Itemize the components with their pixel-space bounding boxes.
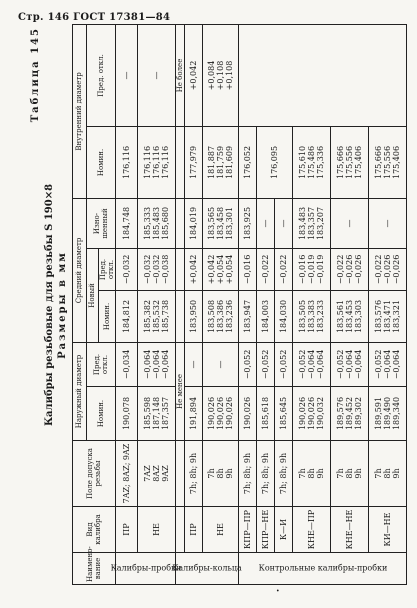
cell-outer-nom: 191,894 bbox=[185, 387, 203, 441]
ne-bolee-label: Не более bbox=[176, 24, 185, 126]
col-inner-diameter: Внутренний диаметр bbox=[73, 24, 87, 198]
cell-vid: КПР—НЕ bbox=[257, 507, 275, 553]
cell-pole: 7h; 8h; 9h bbox=[239, 441, 257, 507]
cell-middle-dev: +0,042 +0,054 +0,054 bbox=[203, 248, 239, 290]
cell-outer-nom: 190,026 190,026 190,032 bbox=[293, 387, 331, 441]
cell-middle-worn: 183,565 183,458 183,301 bbox=[203, 198, 239, 248]
cell-middle-worn: 184,748 bbox=[116, 198, 138, 248]
table-frame bbox=[30, 25, 402, 585]
cell-inner-nom: 176,116 176,116 176,116 bbox=[138, 126, 176, 198]
cell-outer-dev: −0,034 bbox=[116, 342, 138, 386]
cell-middle-nom: 183,505 183,383 183,233 bbox=[293, 290, 331, 342]
cell-pole: 7h; 8h; 9h bbox=[185, 441, 203, 507]
col-pole: Поле допуска резьбы bbox=[73, 441, 116, 507]
cell-middle-dev: −0,016 −0,019 −0,019 bbox=[293, 248, 331, 290]
gauge-table bbox=[72, 24, 407, 585]
cell-inner-nom: 175,610 175,486 175,336 bbox=[293, 126, 331, 198]
cell-inner-nom: 181,887 181,759 181,609 bbox=[203, 126, 239, 198]
cell-outer-nom: 189,576 189,452 189,302 bbox=[331, 387, 369, 441]
cell-outer-nom: 190,026 bbox=[239, 387, 257, 441]
cell-outer-nom: 189,591 189,490 189,340 bbox=[369, 387, 407, 441]
cell-middle-worn: — bbox=[369, 198, 407, 248]
cell-outer-dev: −0,052 bbox=[257, 342, 275, 386]
cell-middle-nom: 183,561 183,453 183,303 bbox=[331, 290, 369, 342]
cell-outer-nom: 185,598 187,148 187,357 bbox=[138, 387, 176, 441]
cell-inner-dev: +0,042 bbox=[185, 24, 203, 126]
cell-outer-dev: — bbox=[185, 342, 203, 386]
col-vid: Вид калибра bbox=[73, 507, 116, 553]
col-middle-dev: Пред. откл. bbox=[99, 248, 116, 290]
cell-vid: НЕ bbox=[203, 507, 239, 553]
cell-outer-nom: 190,078 bbox=[116, 387, 138, 441]
col-inner-dev: Пред. откл. bbox=[87, 24, 116, 126]
cell-outer-dev: −0,052 bbox=[239, 342, 257, 386]
cell-inner-nom: 177,979 bbox=[185, 126, 203, 198]
group-control-plugs: Контрольные калибры-пробки bbox=[239, 553, 407, 585]
group-plugs: Калибры-пробки bbox=[116, 553, 176, 585]
cell-middle-dev: −0,022 bbox=[257, 248, 275, 290]
cell-inner-dev: — bbox=[116, 24, 138, 126]
group-rings: Калибры-кольца bbox=[176, 553, 239, 585]
cell-middle-dev: +0,042 bbox=[185, 248, 203, 290]
col-middle-diameter: Средний диаметр bbox=[73, 198, 87, 342]
cell-inner-dev-empty bbox=[239, 24, 407, 126]
cell-middle-worn: — bbox=[331, 198, 369, 248]
col-middle-nom: Номин. bbox=[99, 290, 116, 342]
page-header: Стр. 146 ГОСТ 17381—84 bbox=[18, 12, 171, 23]
cell-middle-nom: 183,947 bbox=[239, 290, 257, 342]
cell-outer-nom: 185,618 bbox=[257, 387, 275, 441]
cell-pole: 7h 8h 9h bbox=[293, 441, 331, 507]
cell-middle-worn: 185,333 185,483 185,680 bbox=[138, 198, 176, 248]
cell-vid: КИ—НЕ bbox=[369, 507, 407, 553]
cell-vid: КПР—ПР bbox=[239, 507, 257, 553]
cell-pole: 7h 8h 9h bbox=[331, 441, 369, 507]
col-naimenovanie: Наимено-вание bbox=[73, 553, 116, 585]
cell-middle-nom: 185,382 185,532 185,738 bbox=[138, 290, 176, 342]
cell-vid: ПР bbox=[116, 507, 138, 553]
cell-middle-nom: 183,508 183,386 183,236 bbox=[203, 290, 239, 342]
cell-pole: 7h 8h 9h bbox=[203, 441, 239, 507]
page-mark: • bbox=[276, 588, 280, 595]
cell-outer-dev: −0,052 bbox=[275, 342, 293, 386]
ne-menee-label: Не менее bbox=[176, 342, 185, 440]
cell-inner-nom: 175,666 175,556 175,406 bbox=[331, 126, 369, 198]
col-inner-nom: Номин. bbox=[87, 126, 116, 198]
cell-inner-nom: 175,666 175,556 175,406 bbox=[369, 126, 407, 198]
col-outer-diameter: Наружный диаметр bbox=[73, 342, 87, 440]
cell-inner-nom: 176,052 bbox=[239, 126, 257, 198]
cell-vid: НЕ bbox=[138, 507, 176, 553]
cell-pole: 7h; 8h; 9h bbox=[275, 441, 293, 507]
cell-outer-nom: 185,645 bbox=[275, 387, 293, 441]
cell-pole: 7h; 8h; 9h bbox=[257, 441, 275, 507]
cell-outer-dev: — bbox=[203, 342, 239, 386]
cell-outer-dev: −0,064 −0,064 −0,064 bbox=[138, 342, 176, 386]
cell-vid: К—И bbox=[275, 507, 293, 553]
cell-middle-dev: −0,022 −0,026 −0,026 bbox=[369, 248, 407, 290]
cell-middle-worn: — bbox=[275, 198, 293, 248]
col-middle-new: Новый bbox=[87, 248, 99, 342]
cell-pole: 7AZ; 8AZ; 9AZ bbox=[116, 441, 138, 507]
cell-middle-dev: −0,022 −0,026 −0,026 bbox=[331, 248, 369, 290]
cell-vid: КНЕ—ПР bbox=[293, 507, 331, 553]
cell-middle-nom: 183,576 183,471 183,321 bbox=[369, 290, 407, 342]
cell-outer-dev: −0,052 −0,064 −0,064 bbox=[331, 342, 369, 386]
col-middle-worn: Изно-шенный bbox=[87, 198, 116, 248]
cell-vid: ПР bbox=[185, 507, 203, 553]
cell-middle-worn: — bbox=[257, 198, 275, 248]
cell-outer-dev: −0,052 −0,064 −0,064 bbox=[293, 342, 331, 386]
cell-inner-dev: +0,084 +0,108 +0,108 bbox=[203, 24, 239, 126]
col-outer-dev: Пред. откл. bbox=[87, 342, 116, 386]
cell-inner-nom: 176,095 bbox=[257, 126, 293, 198]
cell-middle-dev: −0,032 bbox=[116, 248, 138, 290]
table-subtitle: Размеры в мм bbox=[57, 251, 68, 359]
cell-middle-nom: 184,003 bbox=[257, 290, 275, 342]
cell-outer-dev: −0,052 −0,064 −0,064 bbox=[369, 342, 407, 386]
table-title: Калибры резьбовые для резьбы S 190×8 bbox=[44, 183, 55, 427]
cell-middle-worn: 184,019 bbox=[185, 198, 203, 248]
cell-middle-dev: −0,016 bbox=[239, 248, 257, 290]
cell-middle-worn: 183,925 bbox=[239, 198, 257, 248]
cell-pole: 7AZ 8AZ 9AZ bbox=[138, 441, 176, 507]
cell-inner-nom: 176,116 bbox=[116, 126, 138, 198]
cell-middle-nom: 183,950 bbox=[185, 290, 203, 342]
cell-vid: КНЕ—НЕ bbox=[331, 507, 369, 553]
cell-middle-dev: −0,032 −0,032 −0,038 bbox=[138, 248, 176, 290]
cell-middle-nom: 184,812 bbox=[116, 290, 138, 342]
cell-middle-worn: 183,483 183,357 183,207 bbox=[293, 198, 331, 248]
cell-inner-dev: — bbox=[138, 24, 176, 126]
table-number: Таблица 145 bbox=[30, 27, 41, 123]
cell-middle-nom: 184,030 bbox=[275, 290, 293, 342]
cell-pole: 7h 8h 9h bbox=[369, 441, 407, 507]
cell-middle-dev: −0,022 bbox=[275, 248, 293, 290]
col-outer-nom: Номин. bbox=[87, 387, 116, 441]
cell-outer-nom: 190,026 190,026 190,026 bbox=[203, 387, 239, 441]
